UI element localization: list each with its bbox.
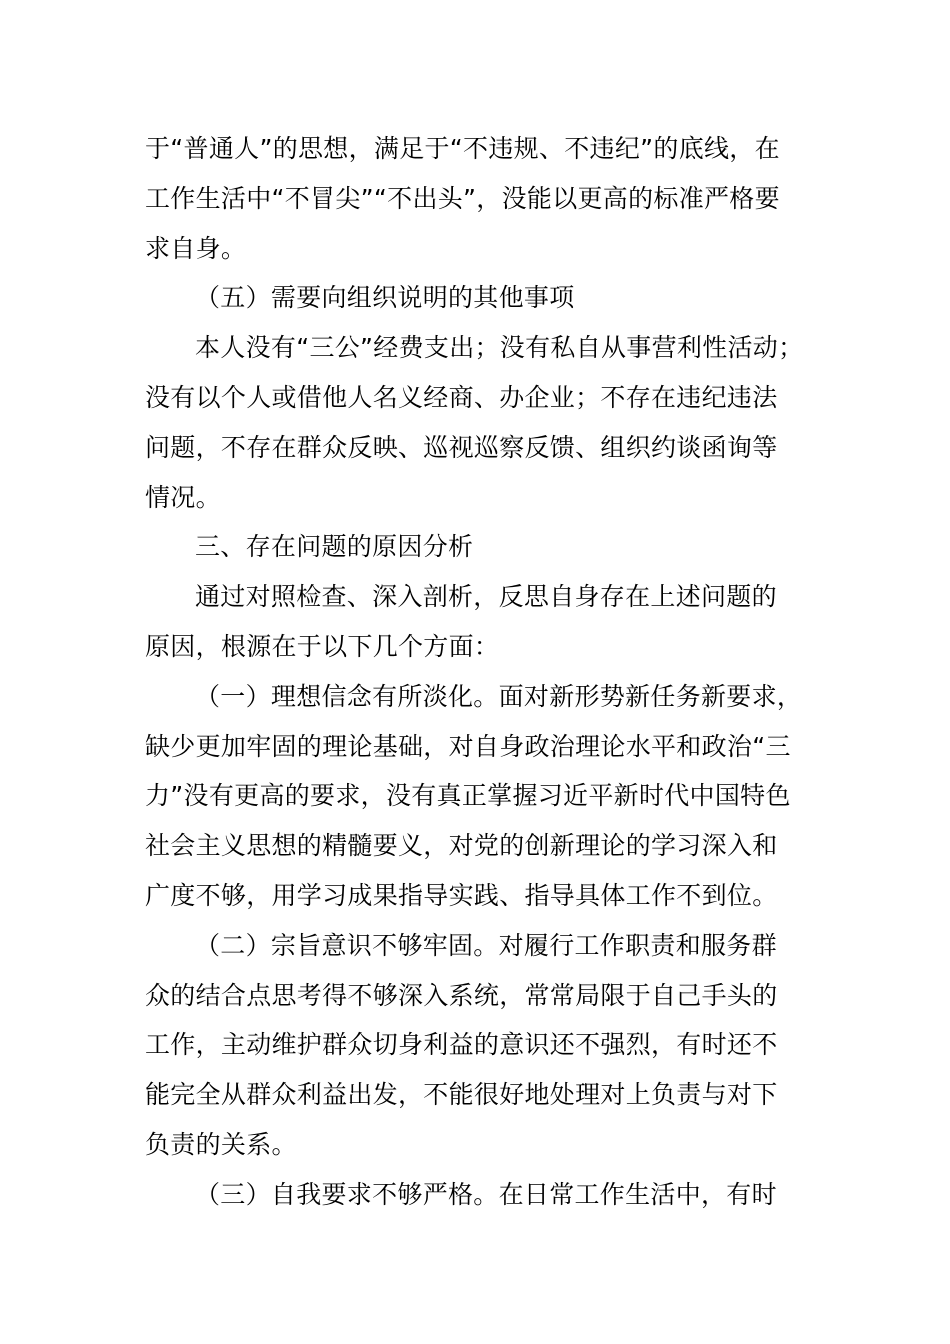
text-line: 问题，不存在群众反映、巡视巡察反馈、组织约谈函询等 xyxy=(145,432,778,462)
text-line: 能完全从群众利益出发，不能很好地处理对上负责与对下 xyxy=(145,1080,778,1110)
text-line: 工作，主动维护群众切身利益的意识还不强烈，有时还不 xyxy=(145,1030,778,1060)
text-line: 工作生活中“不冒尖”“不出头”，没能以更高的标准严格要 xyxy=(145,183,780,213)
text-line: 情况。 xyxy=(145,482,221,512)
text-line: （二）宗旨意识不够牢固。对履行工作职责和服务群 xyxy=(195,930,777,960)
section-heading: （五）需要向组织说明的其他事项 xyxy=(195,283,575,313)
text-line: （三）自我要求不够严格。在日常工作生活中，有时 xyxy=(195,1179,777,1209)
text-line: 负责的关系。 xyxy=(145,1129,297,1159)
text-line: （一）理想信念有所淡化。面对新形势新任务新要求， xyxy=(195,681,803,711)
document-body xyxy=(145,124,835,1220)
text-line: 通过对照检查、深入剖析，反思自身存在上述问题的 xyxy=(195,582,777,612)
text-line: 本人没有“三公”经费支出；没有私自从事营利性活动； xyxy=(195,333,804,363)
text-line: 原因，根源在于以下几个方面： xyxy=(145,631,500,661)
section-heading: 三、存在问题的原因分析 xyxy=(195,532,474,562)
text-line: 力”没有更高的要求，没有真正掌握习近平新时代中国特色 xyxy=(145,781,791,811)
text-line: 于“普通人”的思想，满足于“不违规、不违纪”的底线，在 xyxy=(145,134,780,163)
text-line: 广度不够，用学习成果指导实践、指导具体工作不到位。 xyxy=(145,880,778,910)
text-line: 社会主义思想的精髓要义，对党的创新理论的学习深入和 xyxy=(145,831,778,861)
text-line: 众的结合点思考得不够深入系统，常常局限于自己手头的 xyxy=(145,980,778,1010)
text-line: 没有以个人或借他人名义经商、办企业；不存在违纪违法 xyxy=(145,382,778,412)
text-line: 求自身。 xyxy=(145,233,247,263)
text-line: 缺少更加牢固的理论基础，对自身政治理论水平和政治“三 xyxy=(145,731,791,761)
